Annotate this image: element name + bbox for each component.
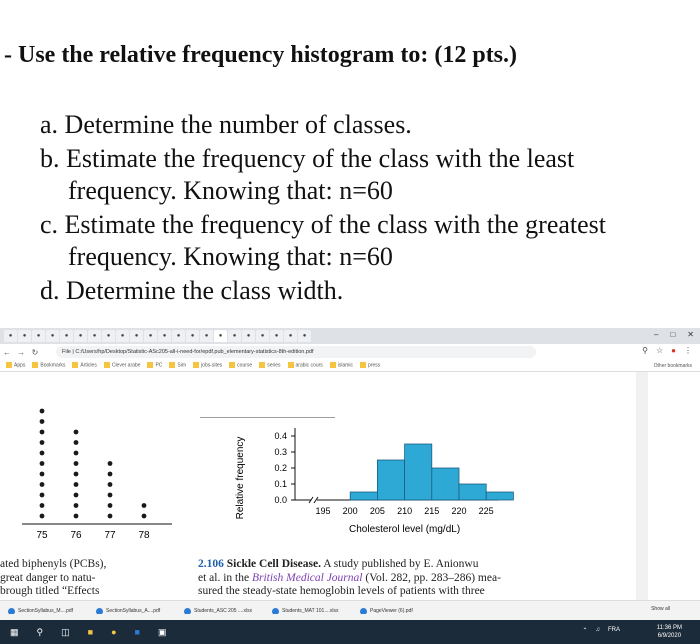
- task-view-icon[interactable]: ◫: [61, 626, 70, 637]
- address-actions: [642, 346, 692, 355]
- window-controls: [654, 330, 694, 339]
- histogram-bar: [459, 484, 486, 500]
- bookmark-item[interactable]: [147, 362, 162, 368]
- browser-tab[interactable]: ●: [32, 330, 45, 342]
- dotplot-dot: [74, 482, 79, 487]
- browser-tab[interactable]: ●: [102, 330, 115, 342]
- question-item-b: b. Estimate the frequency of the class with the least: [40, 144, 575, 173]
- journal-link[interactable]: British Medical Journal: [251, 571, 363, 584]
- download-filename: Students_MAT 101....xlsx: [282, 607, 339, 614]
- browser-tab[interactable]: ●: [270, 330, 283, 342]
- bookmark-label: Bookmarks: [40, 362, 66, 369]
- download-item[interactable]: [88, 608, 176, 614]
- url-field[interactable]: File | C:/Users/hp/Desktop/Statistic-ASc205-all-i-need-for/epdf.pub_elementary-statistics-8th-edition.pdf: [56, 346, 536, 358]
- folder-icon: [6, 362, 12, 368]
- show-all-button[interactable]: Show all: [651, 606, 670, 612]
- dotplot-dot: [40, 493, 45, 498]
- download-filename: PageViewer (6).pdf: [370, 607, 413, 614]
- dotplot-dot: [40, 472, 45, 477]
- pdf-margin: [648, 372, 700, 600]
- download-filename: SectionSyllabus_A....pdf: [106, 607, 161, 614]
- browser-tab[interactable]: ●: [130, 330, 143, 342]
- dotplot-dot: [40, 451, 45, 456]
- folder-icon: [104, 362, 110, 368]
- bookmark-item[interactable]: [229, 362, 252, 368]
- bookmark-label: Sim: [177, 362, 187, 369]
- tray-arrow-icon[interactable]: ⌃: [582, 628, 588, 634]
- file-icon: [360, 608, 367, 614]
- browser-tab[interactable]: ●: [214, 330, 227, 342]
- download-filename: Students_ASC 205 ....xlsx: [194, 607, 253, 614]
- question-item-c: c. Estimate the frequency of the class with the greatest: [40, 210, 607, 239]
- dotplot-dot: [108, 461, 113, 466]
- forward-icon[interactable]: →: [17, 347, 25, 357]
- x-axis-label: Cholesterol level (mg/dL): [349, 524, 461, 535]
- bookmark-label: Articles: [80, 362, 97, 369]
- folder-icon: [32, 362, 38, 368]
- question-item-c-cont: frequency. Knowing that: n=60: [68, 242, 393, 271]
- bookmark-label: course: [237, 362, 253, 369]
- dotplot-dot: [108, 493, 113, 498]
- file-icon: [8, 608, 15, 614]
- bookmark-item[interactable]: [193, 362, 222, 368]
- dotplot-dot: [40, 440, 45, 445]
- x-tick-label: 215: [424, 506, 440, 516]
- browser-tab[interactable]: ●: [256, 330, 269, 342]
- clock-time: 11:36 PM: [656, 625, 682, 631]
- histogram-bar: [432, 468, 459, 500]
- question-item-a: a. Determine the number of classes.: [40, 110, 412, 139]
- extension-icon[interactable]: ●: [671, 346, 676, 355]
- dotplot-dot: [40, 482, 45, 487]
- chrome-icon[interactable]: ●: [111, 627, 117, 637]
- x-tick-label: 200: [342, 506, 358, 516]
- pdf-scrollbar[interactable]: [636, 372, 648, 600]
- problem-title: Sickle Cell Disease.: [226, 558, 321, 570]
- bookmark-item[interactable]: [6, 362, 25, 368]
- browser-tab[interactable]: ●: [298, 330, 311, 342]
- browser-tab[interactable]: ●: [74, 330, 87, 342]
- dotplot-dot: [74, 430, 79, 435]
- question-item-b-cont: frequency. Knowing that: n=60: [68, 176, 393, 205]
- bookmark-item[interactable]: [72, 362, 96, 368]
- maximize-icon[interactable]: □: [670, 330, 676, 339]
- problem-line2b: (Vol. 282, pp. 283–286) mea-: [365, 571, 501, 584]
- dotplot-dot: [74, 493, 79, 498]
- left-text-line: great danger to natu-: [0, 571, 96, 584]
- y-tick-label: 0.2: [274, 463, 287, 473]
- folder-icon: [169, 362, 175, 368]
- bookmark-label: arabic cours: [295, 362, 323, 369]
- dotplot-dot: [40, 461, 45, 466]
- reload-icon[interactable]: ↻: [31, 347, 39, 357]
- browser-screenshot: [0, 328, 700, 644]
- dotplot-tick-label: 76: [70, 530, 82, 541]
- download-item[interactable]: [352, 608, 440, 614]
- x-tick-label: 210: [397, 506, 413, 516]
- folder-icon: [72, 362, 78, 368]
- browser-tab[interactable]: ●: [186, 330, 199, 342]
- other-bookmarks[interactable]: Other bookmarks: [653, 363, 692, 369]
- browser-tab[interactable]: ●: [116, 330, 129, 342]
- bookmark-label: press: [368, 362, 381, 369]
- browser-tab[interactable]: ●: [88, 330, 101, 342]
- dotplot-dot: [40, 419, 45, 424]
- question-title: - Use the relative frequency histogram to: (12 pts.): [4, 42, 518, 68]
- download-item[interactable]: [0, 608, 88, 614]
- bookmark-label: islamic: [337, 362, 354, 369]
- download-item[interactable]: [264, 608, 352, 614]
- dotplot-dot: [74, 451, 79, 456]
- left-text-line: brough titled “Effects: [0, 585, 100, 597]
- close-icon[interactable]: ✕: [687, 330, 694, 339]
- search-icon[interactable]: ⚲: [36, 626, 44, 637]
- bookmark-item[interactable]: [330, 362, 353, 368]
- star-icon[interactable]: ☆: [655, 346, 664, 355]
- x-tick-label: 225: [478, 506, 494, 516]
- dotplot-dot: [142, 503, 147, 508]
- dotplot-tick-label: 75: [36, 530, 48, 541]
- back-icon[interactable]: ←: [3, 347, 11, 357]
- bookmark-label: jobs-sites: [201, 362, 223, 369]
- bookmark-label: Clever arabe: [111, 362, 141, 369]
- dotplot-dot: [108, 514, 113, 519]
- dotplot-dot: [40, 409, 45, 414]
- dotplot-tick-label: 77: [104, 530, 116, 541]
- browser-tab[interactable]: ●: [242, 330, 255, 342]
- dotplot: [0, 372, 180, 542]
- dotplot-dot: [74, 461, 79, 466]
- system-tray: [582, 627, 620, 634]
- dotplot-dot: [40, 503, 45, 508]
- browser-tab[interactable]: ●: [60, 330, 73, 342]
- y-tick-label: 0.4: [274, 431, 287, 441]
- file-explorer-icon[interactable]: ■: [87, 627, 94, 637]
- store-icon[interactable]: ▣: [157, 626, 167, 637]
- problem-line3: sured the steady-state hemoglobin levels of patients with three: [198, 585, 485, 597]
- windows-start-icon[interactable]: ▦: [10, 626, 19, 637]
- dotplot-dot: [108, 503, 113, 508]
- histogram-chart: [225, 420, 535, 568]
- histogram-bar: [486, 492, 513, 500]
- download-filename: SectionSyllabus_M....pdf: [18, 607, 74, 614]
- browser-tab[interactable]: ●: [46, 330, 59, 342]
- word-icon[interactable]: ■: [134, 627, 140, 637]
- menu-icon[interactable]: ⋮: [684, 346, 692, 355]
- dotplot-dot: [40, 514, 45, 519]
- bookmark-label: PC: [155, 362, 163, 369]
- y-tick-label: 0.3: [274, 447, 287, 457]
- bookmarks-bar: [0, 360, 700, 372]
- question-block: [0, 0, 700, 318]
- question-item-d: d. Determine the class width.: [40, 276, 344, 305]
- file-icon: [184, 608, 191, 614]
- dotplot-dot: [40, 430, 45, 435]
- download-bar: [0, 600, 700, 620]
- browser-tab[interactable]: ●: [144, 330, 157, 342]
- histogram-bar: [405, 444, 432, 500]
- download-item[interactable]: [176, 608, 264, 614]
- folder-icon: [229, 362, 235, 368]
- dotplot-tick-label: 78: [138, 530, 150, 541]
- file-icon: [272, 608, 279, 614]
- histogram-bar: [350, 492, 377, 500]
- bookmark-item[interactable]: [259, 362, 280, 368]
- x-tick-label: 205: [369, 506, 385, 516]
- dotplot-dot: [108, 482, 113, 487]
- dotplot-dot: [74, 440, 79, 445]
- folder-icon: [288, 362, 294, 368]
- tray-language[interactable]: FRA: [608, 627, 620, 633]
- folder-icon: [147, 362, 153, 368]
- dotplot-dot: [74, 472, 79, 477]
- histogram-bar: [377, 460, 404, 500]
- folder-icon: [360, 362, 366, 368]
- problem-line1: A study published by E. Anionwu: [323, 558, 479, 570]
- problem-number: 2.106: [198, 558, 224, 570]
- bookmark-item[interactable]: [169, 362, 186, 368]
- dotplot-dot: [74, 503, 79, 508]
- bookmark-label: series: [267, 362, 281, 369]
- minimize-icon[interactable]: –: [654, 330, 659, 339]
- left-text-line: ated biphenyls (PCBs),: [0, 558, 107, 570]
- browser-tab[interactable]: ●: [158, 330, 171, 342]
- zoom-icon[interactable]: ⚲: [642, 346, 648, 355]
- dotplot-dot: [142, 514, 147, 519]
- volume-icon[interactable]: ♫: [595, 627, 600, 633]
- browser-tab[interactable]: ●: [228, 330, 241, 342]
- clock[interactable]: [657, 624, 682, 640]
- problem-line2a: et al. in the: [198, 571, 250, 584]
- folder-icon: [193, 362, 199, 368]
- bookmark-item[interactable]: [104, 362, 141, 368]
- dotplot-dot: [74, 514, 79, 519]
- file-icon: [96, 608, 103, 614]
- dotplot-dot: [108, 472, 113, 477]
- x-tick-label: 195: [315, 506, 331, 516]
- bookmark-item[interactable]: [32, 362, 65, 368]
- tab-strip: [0, 328, 700, 344]
- bookmark-label: Apps: [14, 362, 26, 369]
- address-bar: [0, 344, 700, 360]
- cut-off-text-line: ———————————————: [200, 416, 335, 421]
- left-column-text: [0, 558, 106, 600]
- bookmark-item[interactable]: [288, 362, 323, 368]
- browser-tab[interactable]: ●: [4, 330, 17, 342]
- y-axis-label: Relative frequency: [235, 436, 246, 520]
- problem-2-106: [198, 558, 501, 600]
- windows-taskbar: [0, 620, 700, 644]
- y-tick-label: 0.1: [274, 479, 287, 489]
- bookmark-item[interactable]: [360, 362, 380, 368]
- folder-icon: [259, 362, 265, 368]
- browser-tab[interactable]: ●: [284, 330, 297, 342]
- browser-tab[interactable]: ●: [200, 330, 213, 342]
- pdf-page: [0, 372, 636, 600]
- y-tick-label: 0.0: [274, 495, 287, 505]
- x-tick-label: 220: [451, 506, 467, 516]
- folder-icon: [330, 362, 336, 368]
- browser-tab[interactable]: ●: [18, 330, 31, 342]
- clock-date: 6/9/2020: [657, 633, 682, 639]
- browser-tab[interactable]: ●: [172, 330, 185, 342]
